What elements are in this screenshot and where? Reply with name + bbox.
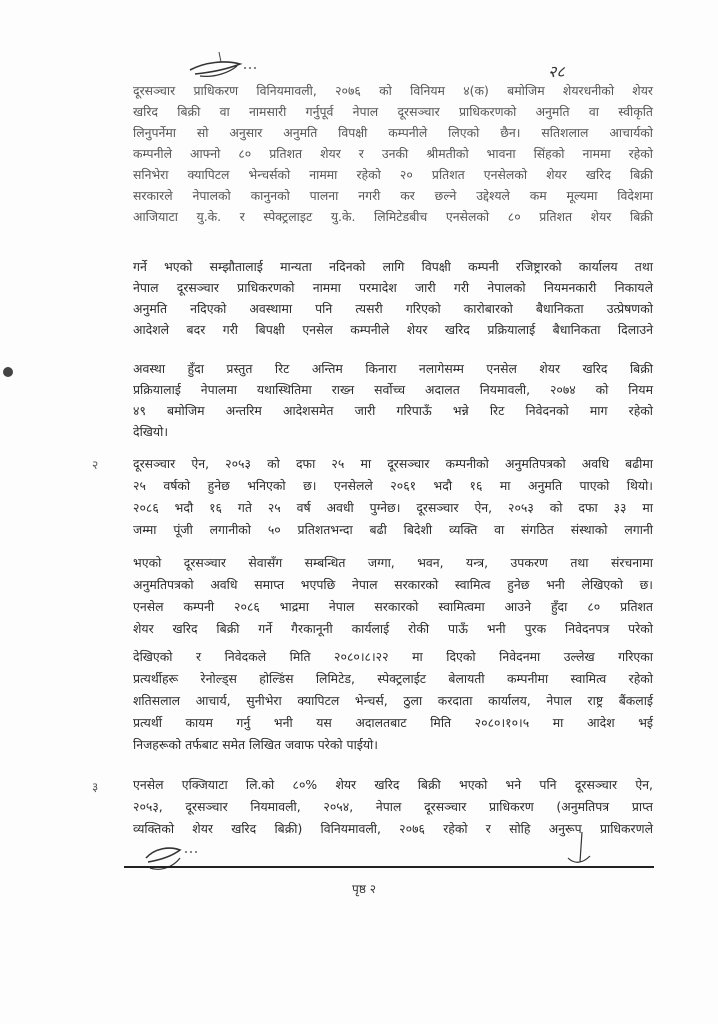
text-line: दूरसञ्चार ऐन, २०५३ को दफा २५ मा दूरसञ्चार कम्पनीको अनुमतिपत्रको अवधि बढीमा	[133, 456, 653, 471]
text-line: नेपाल दूरसञ्चार प्राधिकरणको नाममा परमादेश जारी गरी नेपालको नियमनकारी निकायले	[133, 280, 653, 295]
paragraph-number: २	[92, 458, 99, 472]
paragraph-number: ३	[92, 780, 99, 794]
text-line: २५ वर्षको हुनेछ भनिएको छ। एनसेलले २०६१ भदौ १६ मा अनुमति पाएको थियो।	[133, 478, 653, 493]
page-number: पृष्ठ २	[352, 882, 376, 896]
text-line: गर्ने भएको सम्झौतालाई मान्यता नदिनको लागि विपक्षी कम्पनी रजिष्ट्रारको कार्यालय तथा	[133, 259, 653, 274]
text-line: एनसेल एक्जियाटा लि.को ८०% शेयर खरिद बिक्री भएको भने पनि दूरसञ्चार ऐन,	[133, 777, 653, 792]
signature-top-icon	[185, 48, 265, 84]
text-line: शतिसलाल आचार्य, सुनीभेरा क्यापिटल भेन्चर्स, ठुला करदाता कार्यालय, नेपाल राष्ट्र बैंकलाई	[133, 693, 653, 708]
text-line: ४९ बमोजिम अन्तरिम आदेशसमेत जारी गरिपाऊँ भन्ने रिट निवेदनको माग रहेको	[133, 403, 653, 418]
text-line: प्रक्रियालाई नेपालमा यथास्थितिमा राख्न सर्वोच्च अदालत नियमावली, २०७४ को नियम	[133, 382, 653, 397]
text-line: २०५३, दूरसञ्चार नियमावली, २०५४, नेपाल दूरसञ्चार प्राधिकरण (अनुमतिपत्र प्राप्त	[133, 799, 653, 814]
margin-mark	[3, 367, 13, 377]
text-line: दूरसञ्चार प्राधिकरण विनियमावली, २०७६ को विनियम ४(क) बमोजिम शेयरधनीको शेयर	[133, 83, 653, 98]
text-line: सरकारले नेपालको कानुनको पालना नगरी कर छल्ने उद्देश्यले कम मूल्यमा विदेशमा	[133, 188, 653, 203]
text-line: अवस्था हुँदा प्रस्तुत रिट अन्तिम किनारा नलागेसम्म एनसेल शेयर खरिद बिक्री	[133, 361, 653, 376]
footer-divider	[124, 866, 654, 868]
handwritten-annotation: २८	[548, 62, 565, 81]
text-line: सनिभेरा क्यापिटल भेन्चर्सको नाममा रहेको २० प्रतिशत एनसेलको शेयर खरिद बिक्री	[133, 167, 653, 182]
text-line: व्यक्तिको शेयर खरिद बिक्री) विनियमावली, २०७६ रहेको र सोहि अनुरूप प्राधिकरणले	[133, 821, 653, 836]
text-line: खरिद बिक्री वा नामसारी गर्नुपूर्व नेपाल दूरसञ्चार प्राधिकरणको अनुमति वा स्वीकृति	[133, 104, 653, 119]
text-line: अनुमति नदिएको अवस्थामा पनि त्यसरी गरिएको कारोबारको बैधानिकता उत्प्रेषणको	[133, 301, 653, 316]
text-line: प्रत्यर्थीहरू रेनोल्ड्स होल्डिंस लिमिटेड, स्पेक्ट्रलाईट बेलायती कम्पनीमा स्वामित्व रहेको	[133, 671, 653, 686]
text-line: कम्पनीले आफ्नो ८० प्रतिशत शेयर र उनकी श्रीमतीको भावना सिंहको नाममा रहेको	[133, 146, 653, 161]
text-line: भएको दूरसञ्चार सेवासँग सम्बन्धित जग्गा, भवन, यन्त्र, उपकरण तथा संरचनामा	[133, 555, 653, 570]
text-line: अनुमतिपत्रको अवधि समाप्त भएपछि नेपाल सरकारको स्वामित्व हुनेछ भनी लेखिएको छ।	[133, 577, 653, 592]
text-line: एनसेल कम्पनी २०८६ भाद्रमा नेपाल सरकारको स्वामित्वमा आउने हुँदा ८० प्रतिशत	[133, 599, 653, 614]
text-line: प्रत्यर्थी कायम गर्नु भनी यस अदालतबाट मिति २०८०।१०।५ मा आदेश भई	[133, 715, 653, 730]
text-line: निजहरूको तर्फबाट समेत लिखित जवाफ परेको पाईयो।	[133, 737, 378, 752]
text-line: लिनुपर्नेमा सो अनुसार अनुमति विपक्षी कम्पनीले लिएको छैन। सतिशलाल आचार्यको	[133, 125, 653, 140]
text-line: जम्मा पूंजी लगानीको ५० प्रतिशतभन्दा बढी बिदेशी व्यक्ति वा संगठित संस्थाको लगानी	[133, 522, 653, 537]
signature-bottom-left-icon	[140, 838, 210, 878]
text-line: देखियो।	[133, 424, 169, 439]
text-line: शेयर खरिद बिक्री गर्ने गैरकानूनी कार्यलाई रोकी पाऊँ भनी पुरक निवेदनपत्र परेको	[133, 621, 653, 636]
text-line: आजियाटा यु.के. र स्पेक्ट्रलाइट यु.के. लिमिटेडबीच एनसेलको ८० प्रतिशत शेयर बिक्री	[133, 209, 653, 224]
signature-bottom-right-icon	[560, 830, 600, 870]
text-line: देखिएको र निवेदकले मिति २०८०।८।२२ मा दिएको निवेदनमा उल्लेख गरिएका	[133, 649, 653, 664]
text-line: २०८६ भदौ १६ गते २५ वर्ष अवधी पुग्नेछ। दूरसञ्चार ऐन, २०५३ को दफा ३३ मा	[133, 500, 653, 515]
text-line: आदेशले बदर गरी बिपक्षी एनसेल कम्पनीले शेयर खरिद प्रक्रियालाई बैधानिकता दिलाउने	[133, 322, 653, 337]
